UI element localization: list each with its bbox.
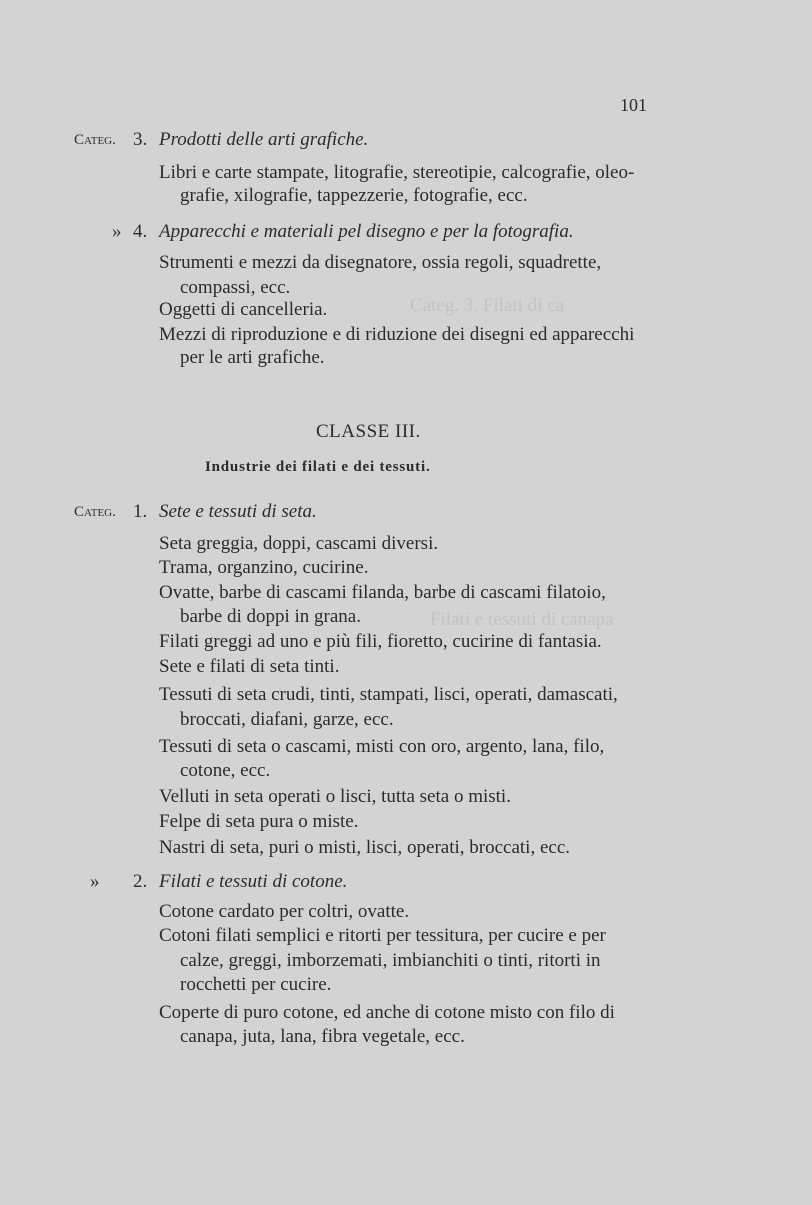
ditto-mark: »	[112, 221, 122, 242]
categ-label: Categ.	[74, 132, 116, 148]
entry-line: per le arti grafiche.	[180, 347, 325, 368]
entry-line: Nastri di seta, puri o misti, lisci, operati, broccati, ecc.	[159, 837, 571, 858]
entry-line: Trama, organzino, cucirine.	[159, 557, 369, 578]
entry-line: Sete e filati di seta tinti.	[159, 656, 340, 677]
entry-line: broccati, diafani, garze, ecc.	[180, 709, 394, 730]
entry-line: Strumenti e mezzi da disegnatore, ossia regoli, squadrette,	[159, 252, 602, 273]
entry-line: Libri e carte stampate, litografie, stereotipie, calcografie, oleo-	[159, 162, 635, 183]
entry-line: canapa, juta, lana, fibra vegetale, ecc.	[180, 1026, 465, 1047]
entry-line: Coperte di puro cotone, ed anche di cotone misto con filo di	[159, 1002, 615, 1023]
category-title: Prodotti delle arti grafiche.	[159, 129, 369, 150]
entry-line: barbe di doppi in grana.	[180, 606, 361, 627]
entry-line: Ovatte, barbe di cascami filanda, barbe di cascami filatoio,	[159, 582, 606, 603]
class-heading: CLASSE III.	[316, 421, 421, 442]
ditto-mark: »	[90, 871, 100, 892]
entry-line: Mezzi di riproduzione e di riduzione dei disegni ed apparecchi	[159, 324, 635, 345]
entry-line: Tessuti di seta o cascami, misti con oro, argento, lana, filo,	[159, 736, 605, 757]
category-number: 2.	[133, 871, 148, 892]
entry-line: Filati greggi ad uno e più fili, fioretto, cucirine di fantasia.	[159, 631, 602, 652]
show-through-text: Filati e tessuti di canapa	[430, 609, 614, 630]
category-number: 4.	[133, 221, 148, 242]
entry-line: cotone, ecc.	[180, 760, 271, 781]
category-title: Filati e tessuti di cotone.	[159, 871, 348, 892]
categ-label: Categ.	[74, 504, 116, 520]
category-number: 3.	[133, 129, 148, 150]
class-subtitle: Industrie dei filati e dei tessuti.	[205, 459, 431, 475]
entry-line: compassi, ecc.	[180, 277, 291, 298]
entry-line: Felpe di seta pura o miste.	[159, 811, 359, 832]
entry-line: Oggetti di cancelleria.	[159, 299, 328, 320]
category-title: Sete e tessuti di seta.	[159, 501, 317, 522]
entry-line: rocchetti per cucire.	[180, 974, 332, 995]
entry-line: grafie, xilografie, tappezzerie, fotografie, ecc.	[180, 185, 528, 206]
show-through-text: Categ. 3. Filati di ca	[410, 295, 565, 316]
entry-line: Velluti in seta operati o lisci, tutta seta o misti.	[159, 786, 511, 807]
category-number: 1.	[133, 501, 148, 522]
entry-line: Seta greggia, doppi, cascami diversi.	[159, 533, 439, 554]
entry-line: calze, greggi, imborzemati, imbianchiti o tinti, ritorti in	[180, 950, 601, 971]
entry-line: Cotoni filati semplici e ritorti per tessitura, per cucire e per	[159, 925, 606, 946]
category-heading	[74, 132, 116, 148]
entry-line: Tessuti di seta crudi, tinti, stampati, lisci, operati, damascati,	[159, 684, 618, 705]
category-title: Apparecchi e materiali pel disegno e per la fotografia.	[159, 221, 574, 242]
entry-line: Cotone cardato per coltri, ovatte.	[159, 901, 410, 922]
category-heading	[74, 504, 116, 520]
page-number: 101	[620, 95, 647, 115]
